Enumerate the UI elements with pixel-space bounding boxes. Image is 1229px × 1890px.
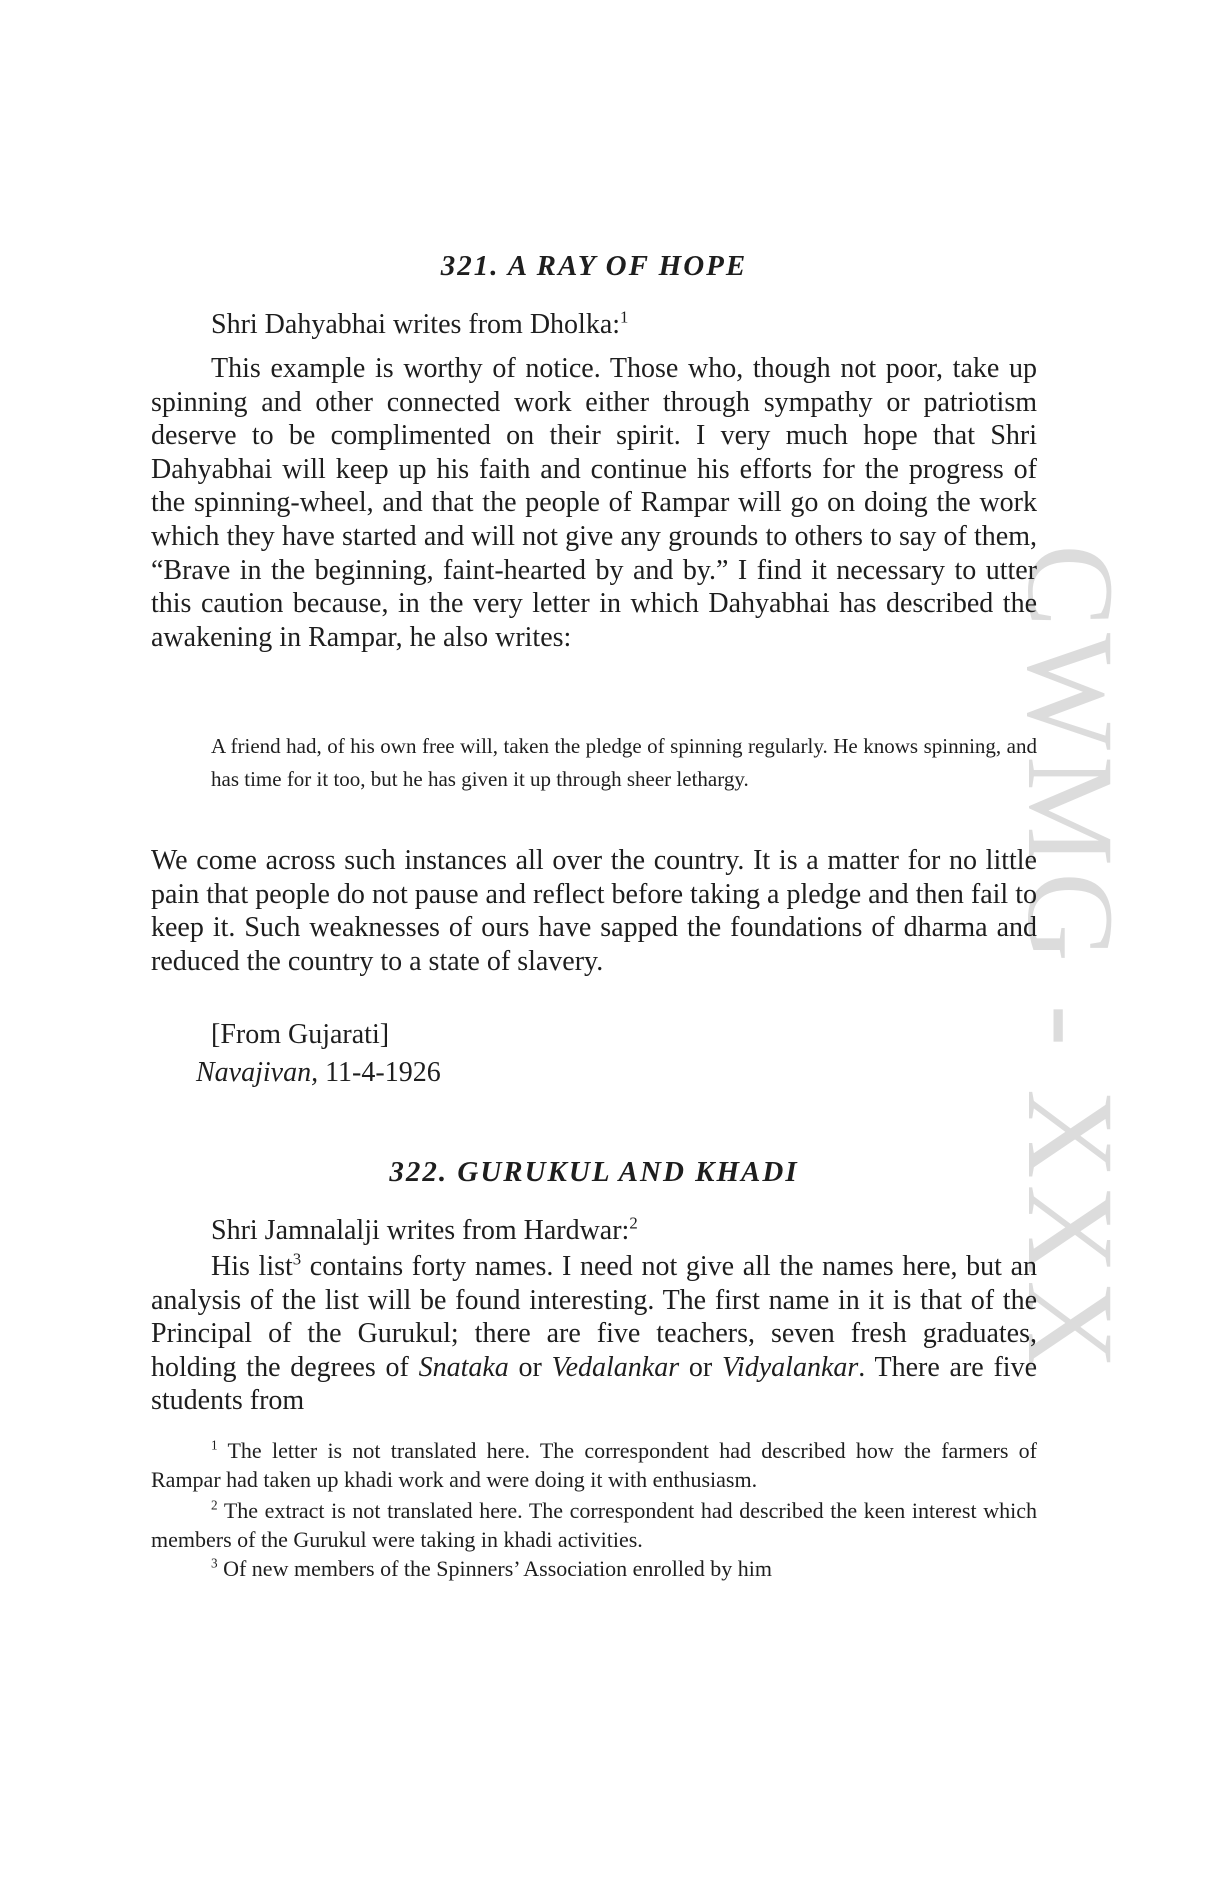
footnote-ref: 2 [629, 1213, 638, 1233]
degree-term: Vedalankar [551, 1351, 680, 1383]
footnote-ref: 3 [292, 1249, 302, 1269]
section-321-body-2 [151, 844, 1037, 978]
section-321-intro-wrap [151, 308, 1037, 342]
degree-term: Vidyalankar [721, 1351, 859, 1383]
footnote: $^3$ Of new members of the Spinners’ Association enrolled by him [211, 1555, 772, 1581]
section-321-body [151, 352, 1037, 654]
publication-name: Navajivan, [196, 1057, 319, 1088]
section-322-body [151, 1250, 1037, 1418]
paragraph: This example is worthy of notice. Those who, though not poor, take up spinning and other connected work either through sympathy or patriotism deserve to be complimented on their spirit. I very much hope that Shri Dahyabhai will keep up his faith and continue his efforts for the progress of the spinning-wheel, and that the people of Rampar will go on doing the work which they have started and will not give any grounds to others to say of them, “Brave in the beginning, faint-hearted by and by.” I find it necessary to utter this caution because, in the very letter in which Dahyabhai has described the awakening in Rampar, he also writes: [151, 353, 1037, 653]
source-note: [From Gujarati] [211, 1019, 390, 1050]
section-heading: 321. A RAY OF HOPE [440, 250, 748, 282]
footnotes [151, 1436, 1037, 1583]
paragraph: His list$^3$ contains forty names. I need not give all the names here, but an analysis of the list will be found interesting. The first name in it is that of the Principal of the Gurukul; there are five teachers, seven fresh graduates, holding the degrees of Snataka or Vedalankar or Vidyalankar. There are five students from [151, 1249, 1038, 1417]
section-322-heading-wrap [151, 1156, 1037, 1189]
block-quote: A friend had, of his own free will, taken the pledge of spinning regularly. He knows spinning, and has time for it too, but he has given it up through sheer lethargy. [211, 734, 1037, 791]
dateline-wrap [151, 1056, 1037, 1090]
section-heading: 322. GURUKUL AND KHADI [389, 1156, 799, 1188]
dateline [151, 1056, 1037, 1090]
footnote: $^1$ The letter is not translated here. The correspondent had described how the farmers of Rampar had taken up khadi work and were doing it with enthusiasm. [151, 1437, 1037, 1492]
section-321-heading-wrap [151, 250, 1037, 283]
section-322-intro-wrap [151, 1214, 1037, 1248]
intro-line: Shri Jamnalalji writes from Hardwar:$^2$ [211, 1213, 638, 1246]
paragraph: We come across such instances all over the country. It is a matter for no little pain that people do not pause and reflect before taking a pledge and then fail to keep it. Such weaknesses of ours have sapped the foundations of dharma and reduced the country to a state of slavery. [151, 845, 1037, 977]
footnote-number: 2 [211, 1497, 218, 1513]
publication-date: 11-4-1926 [325, 1057, 441, 1088]
footnote: $^2$ The extract is not translated here. The correspondent had described the keen interest which members of the Gurukul were taking in khadi activities. [151, 1497, 1037, 1552]
footnote-number: 3 [211, 1555, 218, 1571]
footnote-number: 1 [211, 1437, 218, 1453]
watermark-text: CWMG - XXX [1002, 544, 1139, 1376]
degree-term: Snataka [418, 1351, 509, 1383]
source-wrap [151, 1018, 1037, 1052]
intro-line: Shri Dahyabhai writes from Dholka:$^1$ [211, 307, 629, 340]
footnote-ref: 1 [620, 307, 629, 327]
